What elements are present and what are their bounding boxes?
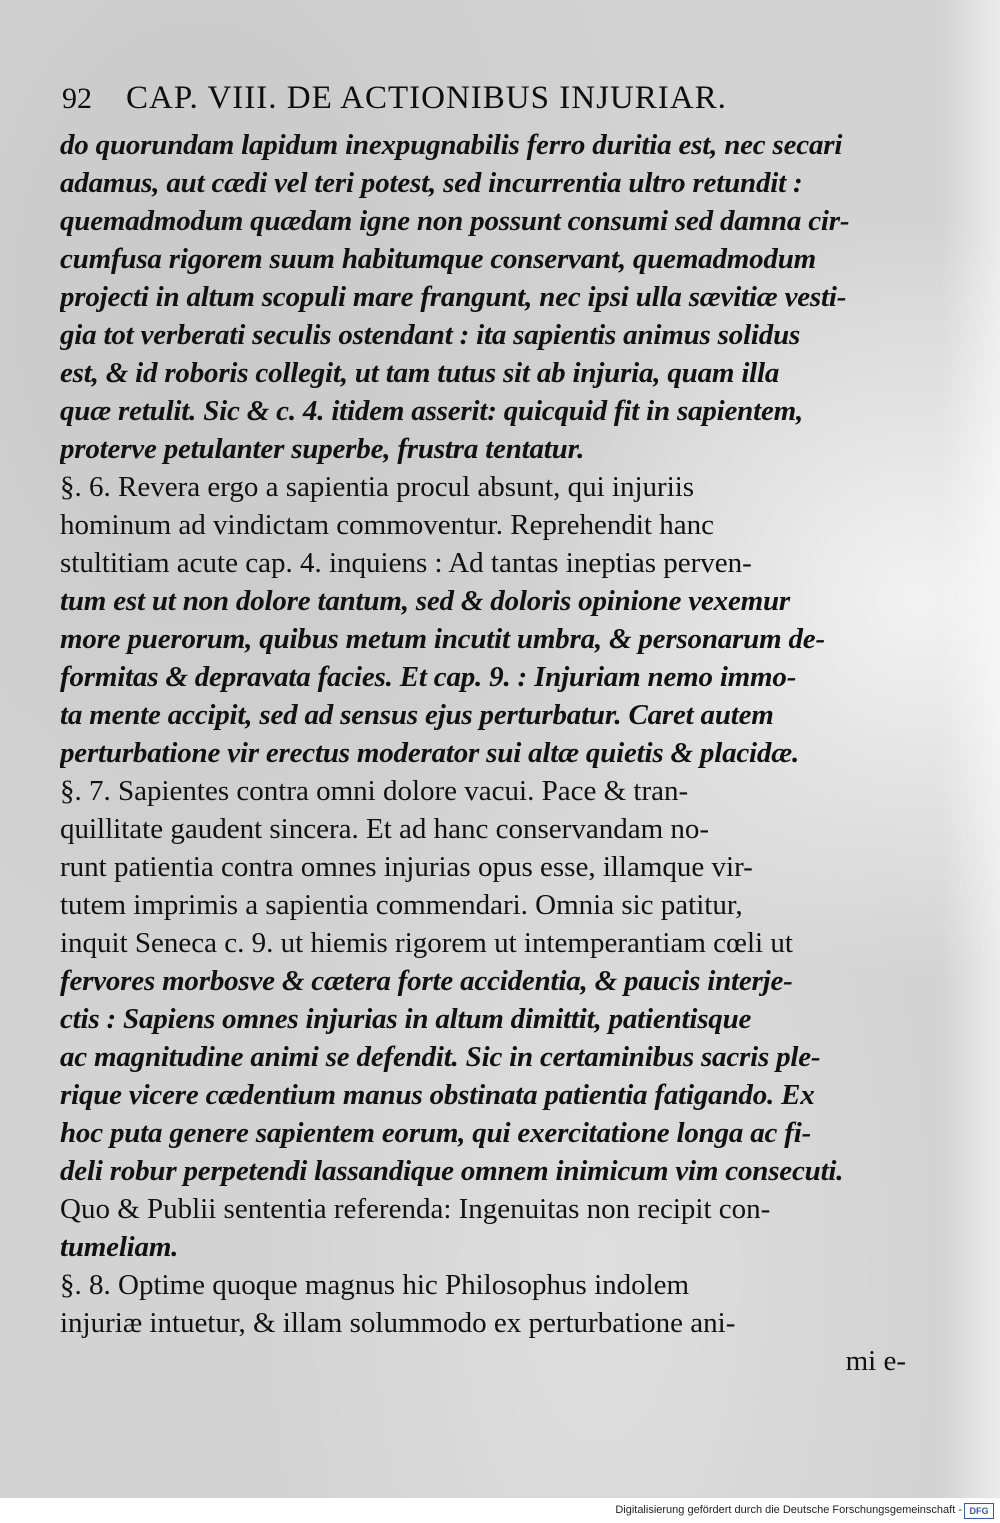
text-line: §. 6. Revera ergo a sapientia procul absunt, qui injuriis — [60, 471, 695, 503]
page-edge-shading — [940, 0, 1000, 1498]
text-line: §. 8. Optime quoque magnus hic Philosophus indolem — [60, 1269, 690, 1301]
text-line: deli robur perpetendi lassandique omnem inimicum vim consecuti. — [60, 1155, 844, 1187]
text-line: runt patientia contra omnes injurias opus esse, illamque vir- — [60, 851, 753, 883]
text-line: quemadmodum quædam igne non possunt consumi sed damna cir- — [60, 205, 850, 237]
text-line: Quo & Publii sententia referenda: Ingenuitas non recipit con- — [60, 1193, 771, 1225]
text-line: quillitate gaudent sincera. Et ad hanc conservandam no- — [60, 813, 710, 845]
text-line: injuriæ intuetur, & illam solummodo ex perturbatione ani- — [60, 1307, 736, 1339]
text-line: ta mente accipit, sed ad sensus ejus perturbatur. Caret autem — [60, 699, 774, 731]
text-line: tumeliam. — [60, 1231, 179, 1263]
text-line: inquit Seneca c. 9. ut hiemis rigorem ut intemperantiam cœli ut — [60, 927, 793, 959]
running-title: CAP. VIII. DE ACTIONIBUS INJURIAR. — [126, 80, 727, 116]
text-line: stultitiam acute cap. 4. inquiens : Ad tantas ineptias perven- — [60, 547, 752, 579]
text-line: adamus, aut cædi vel teri potest, sed incurrentia ultro retundit : — [60, 167, 803, 199]
text-line: more puerorum, quibus metum incutit umbra, & personarum de- — [60, 623, 825, 655]
text-line: quæ retulit. Sic & c. 4. itidem asserit: quicquid fit in sapientem, — [60, 395, 804, 427]
text-line: perturbatione vir erectus moderator sui altæ quietis & placidæ. — [60, 737, 800, 769]
text-line: do quorundam lapidum inexpugnabilis ferro duritia est, nec secari — [60, 129, 843, 161]
text-line: cumfusa rigorem suum habitumque conservant, quemadmodum — [60, 243, 817, 275]
text-line: formitas & depravata facies. Et cap. 9. : Injuriam nemo immo- — [60, 661, 797, 693]
text-line: rique vicere cædentium manus obstinata patientia fatigando. Ex — [60, 1079, 815, 1111]
digitization-footer — [0, 1498, 1000, 1523]
text-line: est, & id roboris collegit, ut tam tutus sit ab injuria, quam illa — [60, 357, 780, 389]
text-line: hoc puta genere sapientem eorum, qui exercitatione longa ac fi- — [60, 1117, 812, 1149]
text-line: fervores morbosve & cætera forte accidentia, & paucis interje- — [60, 965, 793, 997]
funding-credit: Digitalisierung gefördert durch die Deutsche Forschungsgemeinschaft - — [615, 1504, 962, 1516]
dfg-logo-icon: DFG — [964, 1503, 994, 1519]
text-line: tutem imprimis a sapientia commendari. Omnia sic patitur, — [60, 889, 743, 921]
page-header — [62, 80, 842, 117]
body-text — [60, 126, 918, 1380]
text-line: tum est ut non dolore tantum, sed & doloris opinione vexemur — [60, 585, 791, 617]
text-line: projecti in altum scopuli mare frangunt, nec ipsi ulla sævitiæ vesti- — [60, 281, 847, 313]
page-number: 92 — [62, 82, 92, 115]
text-line: gia tot verberati seculis ostendant : ita sapientis animus solidus — [60, 319, 801, 351]
text-line: §. 7. Sapientes contra omni dolore vacui. Pace & tran- — [60, 775, 689, 807]
text-line: hominum ad vindictam commoventur. Reprehendit hanc — [60, 509, 714, 541]
text-line: ctis : Sapiens omnes injurias in altum dimittit, patientisque — [60, 1003, 752, 1035]
catchword: mi e- — [845, 1345, 906, 1377]
text-line: proterve petulanter superbe, frustra tentatur. — [60, 433, 585, 465]
text-line: ac magnitudine animi se defendit. Sic in certaminibus sacris ple- — [60, 1041, 821, 1073]
